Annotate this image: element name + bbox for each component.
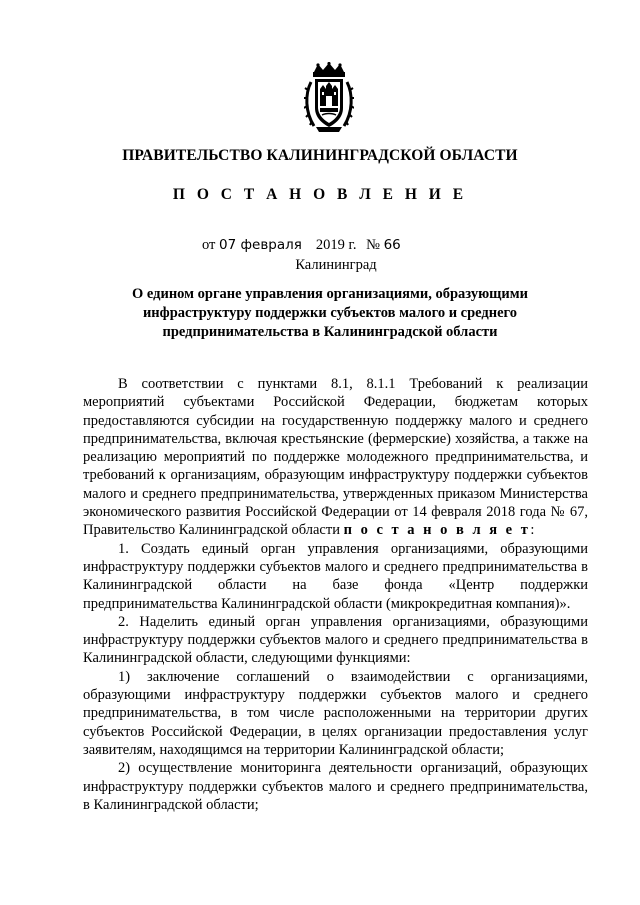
document-subject [110,285,550,342]
date-year: 2019 г. [315,237,357,253]
coat-of-arms-emblem [304,62,354,134]
document-number: 66 [383,237,401,253]
preamble-text: В соответствии с пунктами 8.1, 8.1.1 Требований к реализации мероприятий субъектами Российской Федерации, бюджетам которых предоставляются субсидии на государственную поддержку малого и среднего предпринимательства, включая крестьянские (фермерские) хозяйства, а также на реализацию мероприятий по поддержке молодежного предпринимательства, и требований к организациям, образующим инфраструктуру поддержки субъектов малого и среднего предпринимательства, утвержденных приказом Министерства экономического развития Российской Федерации от 14 февраля 2018 года № 67, Правительство Калининградской области [83,376,588,539]
number-sign: № [366,237,380,253]
preamble-paragraph [83,375,588,540]
item-1-paragraph: 1. Создать единый орган управления организациями, образующими инфраструктуру поддержки субъектов малого и среднего предпринимательства в Калининградской области на базе фонда «Центр поддержки предпринимательства Калининградской области (микрокредитная компания)». [83,540,588,612]
subject-line: предпринимательства в Калининградской области [162,324,498,340]
date-day-month: 07 февраля [219,237,302,253]
item-2-1-paragraph: 1) заключение соглашений о взаимодействии с организациями, образующими инфраструктуру поддержки субъектов малого и среднего предпринимательства, в том числе расположенными на территории других субъектов Российской Федерации, в целях организации предоставления услуг заявителям, находящимся на территории Калининградской области; [83,668,588,758]
subject-line: инфраструктуру поддержки субъектов малого и среднего [142,305,518,321]
date-number-line [202,237,401,254]
document-type-title: П О С Т А Н О В Л Е Н И Е [172,186,468,203]
item-2-2-paragraph: 2) осуществление мониторинга деятельности организаций, образующих инфраструктуру поддержки субъектов малого и среднего предпринимательства, в Калининградской области; [83,760,588,813]
subject-line: О едином органе управления организациями, образующими [131,286,528,302]
city-name: Калининград [295,257,377,273]
resolves-keyword: п о с т а н о в л я е т [343,522,531,539]
document-body [83,375,588,814]
item-2-paragraph: 2. Наделить единый орган управления организациями, образующими инфраструктуру поддержки субъектов малого и среднего предпринимательства в Калининградской области, следующими функциями: [83,613,588,667]
resolves-colon: : [530,522,535,539]
date-prefix: от [202,237,216,253]
government-title: ПРАВИТЕЛЬСТВО КАЛИНИНГРАДСКОЙ ОБЛАСТИ [122,147,518,164]
